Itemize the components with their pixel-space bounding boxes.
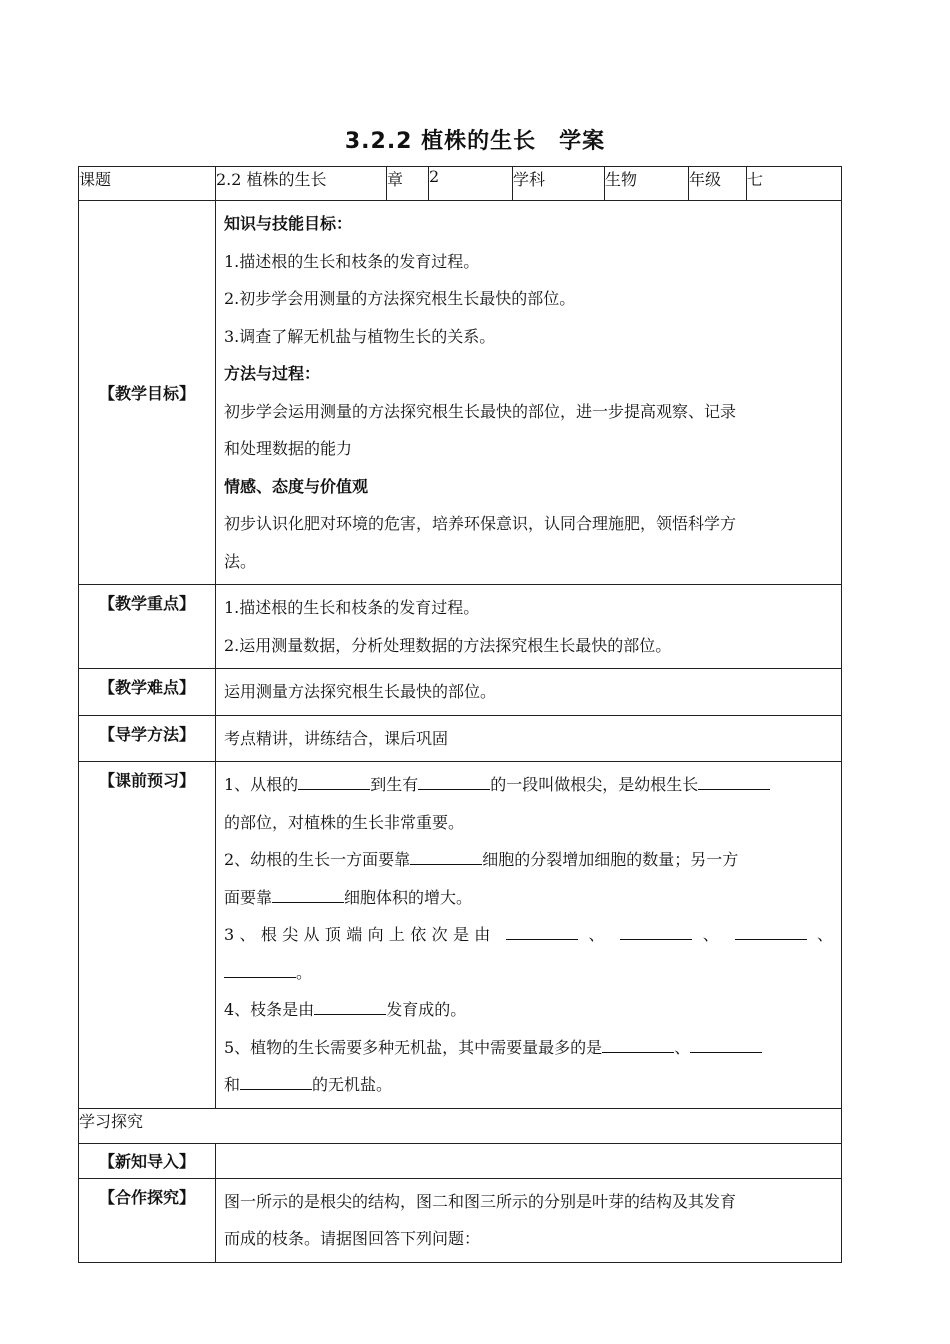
intro-row — [79, 1143, 842, 1178]
chapter-value: 2 — [429, 167, 513, 201]
cooperation-line: 图一所示的是根尖的结构，图二和图三所示的分别是叶芽的结构及其发育 — [224, 1191, 737, 1211]
preview-q1: 1、从根的 到生有 的一段叫做根尖，是幼根生长 — [224, 766, 833, 804]
explore-label: 学习探究 — [79, 1108, 842, 1143]
preview-q3: 3、根尖从顶端向上依次是由 、 、 、 — [224, 916, 833, 954]
explore-row — [79, 1108, 842, 1143]
method-line: 和处理数据的能力 — [224, 439, 353, 458]
preview-label: 【课前预习】 — [79, 762, 216, 1109]
lesson-plan-table — [78, 166, 842, 1263]
knowledge-item: 1.描述根的生长和枝条的发育过程。 — [224, 251, 480, 271]
blank-line — [272, 885, 344, 903]
cooperation-label: 【合作探究】 — [79, 1178, 216, 1262]
key-points-label: 【教学重点】 — [79, 585, 216, 669]
preview-content — [216, 762, 842, 1109]
header-row — [79, 167, 842, 201]
method-row — [79, 715, 842, 762]
grade-value: 七 — [747, 167, 842, 201]
intro-content — [216, 1143, 842, 1178]
document-title: 3.2.2 植株的生长 学案 — [344, 129, 606, 154]
blank-line — [410, 847, 482, 865]
difficulty-row — [79, 669, 842, 716]
blank-line — [298, 772, 370, 790]
blank-line — [314, 997, 386, 1015]
preview-row — [79, 762, 842, 1109]
preview-q1-cont: 的部位，对植株的生长非常重要。 — [224, 812, 465, 832]
intro-label: 【新知导入】 — [79, 1143, 216, 1178]
emotion-line: 法。 — [224, 551, 257, 571]
blank-line — [506, 922, 578, 940]
method-label: 【导学方法】 — [79, 715, 216, 762]
course-label: 课题 — [79, 167, 216, 201]
knowledge-item: 2.初步学会用测量的方法探究根生长最快的部位。 — [224, 289, 576, 308]
method-line: 初步学会运用测量的方法探究根生长最快的部位，进一步提高观察、记录 — [224, 401, 737, 421]
preview-q2: 2、幼根的生长一方面要靠 细胞的分裂增加细胞的数量；另一方 — [224, 841, 833, 879]
difficulty-text: 运用测量方法探究根生长最快的部位。 — [224, 682, 497, 701]
preview-q2-cont: 面要靠 细胞体积的增大。 — [224, 879, 833, 917]
key-point-item: 1.描述根的生长和枝条的发育过程。 — [224, 598, 480, 617]
preview-q5: 5、植物的生长需要多种无机盐，其中需要量最多的是 、 — [224, 1029, 833, 1067]
key-points-row — [79, 585, 842, 669]
key-point-item: 2.运用测量数据，分析处理数据的方法探究根生长最快的部位。 — [224, 635, 672, 655]
method-text: 考点精讲，讲练结合，课后巩固 — [224, 728, 449, 748]
key-points-content — [216, 585, 842, 669]
blank-line — [418, 772, 490, 790]
goals-content — [216, 201, 842, 585]
chapter-label: 章 — [387, 167, 429, 201]
blank-line — [735, 922, 807, 940]
method-heading: 方法与过程： — [224, 364, 321, 383]
grade-label: 年级 — [689, 167, 747, 201]
blank-line — [690, 1035, 762, 1053]
blank-line — [240, 1072, 312, 1090]
cooperation-row — [79, 1178, 842, 1262]
emotion-line: 初步认识化肥对环境的危害，培养环保意识，认同合理施肥，领悟科学方 — [224, 514, 737, 533]
blank-line — [602, 1035, 674, 1053]
knowledge-heading: 知识与技能目标： — [224, 214, 353, 233]
preview-q3-cont: 。 — [224, 954, 833, 992]
subject-label: 学科 — [513, 167, 605, 201]
knowledge-item: 3.调查了解无机盐与植物生长的关系。 — [224, 326, 496, 346]
difficulty-label: 【教学难点】 — [79, 669, 216, 716]
blank-line — [224, 960, 296, 978]
blank-line — [620, 922, 692, 940]
cooperation-content — [216, 1178, 842, 1262]
preview-q4: 4、枝条是由 发育成的。 — [224, 991, 833, 1029]
cooperation-line: 而成的枝条。请据图回答下列问题： — [224, 1229, 481, 1248]
goals-label: 【教学目标】 — [79, 201, 216, 585]
goals-row — [79, 201, 842, 585]
blank-line — [698, 772, 770, 790]
course-value: 2.2 植株的生长 — [216, 167, 387, 201]
subject-value: 生物 — [605, 167, 689, 201]
preview-q5-cont: 和 的无机盐。 — [224, 1066, 833, 1104]
emotion-heading: 情感、态度与价值观 — [224, 476, 369, 496]
